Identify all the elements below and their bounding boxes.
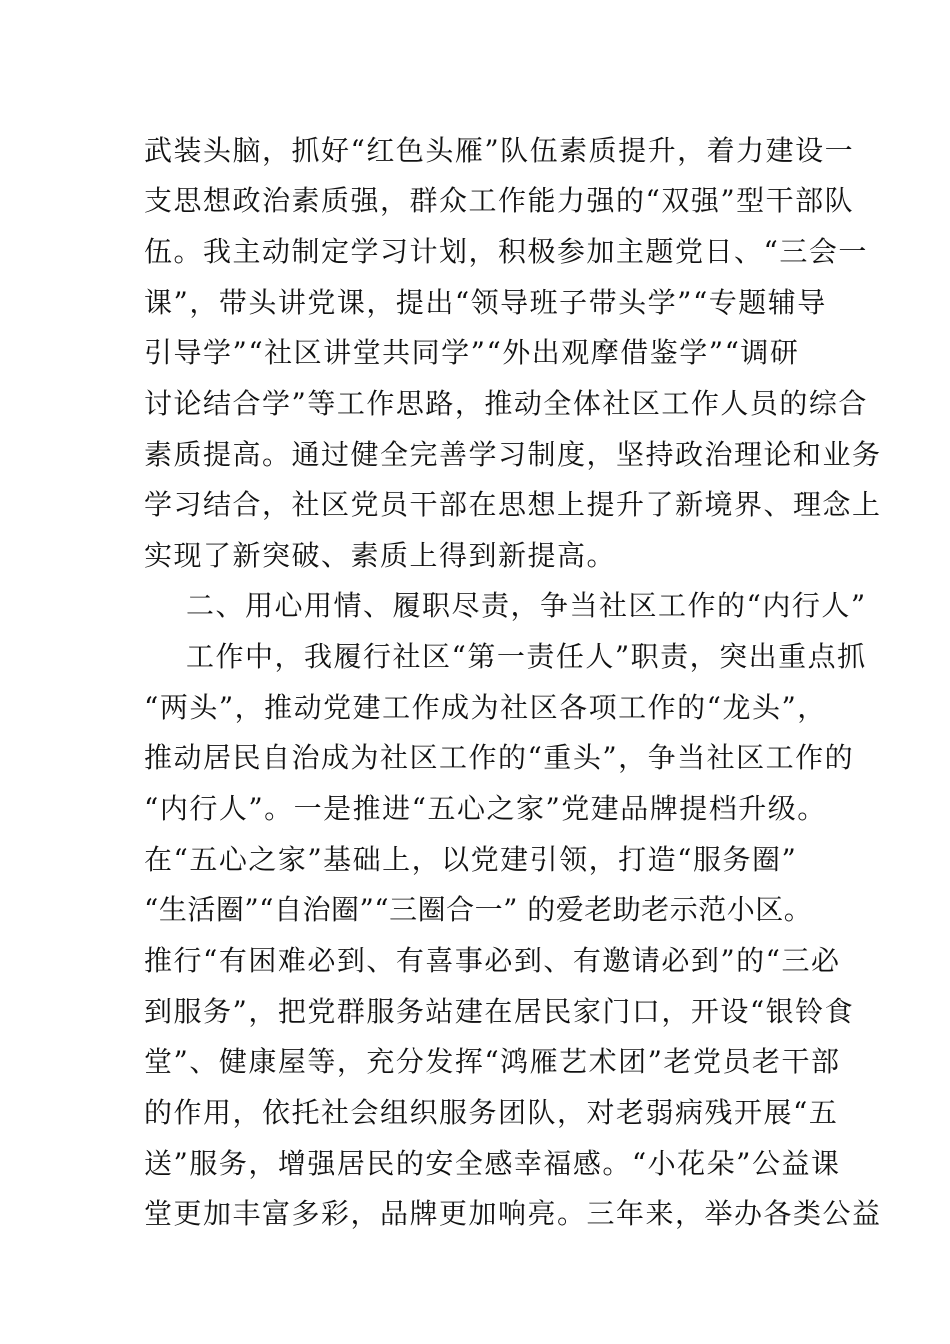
text-line: 推动居民自治成为社区工作的“重头”，争当社区工作的	[144, 741, 855, 774]
text-line: 送”服务，增强居民的安全感幸福感。“小花朵”公益课	[144, 1147, 841, 1180]
text-line: 实现了新突破、素质上得到新提高。	[144, 539, 617, 572]
text-line: “内行人”。一是推进“五心之家”党建品牌提档升级。	[144, 792, 827, 825]
text-line: 推行“有困难必到、有喜事必到、有邀请必到”的“三必	[144, 944, 841, 977]
section-heading: 二、用心用情、履职尽责，争当社区工作的“内行人”	[186, 589, 867, 622]
text-line: “生活圈”“自治圈”“三圈合一” 的爱老助老示范小区。	[144, 893, 813, 926]
text-line: 课”，带头讲党课，提出“领导班子带头学”“专题辅导	[144, 286, 827, 319]
text-line: 堂”、健康屋等，充分发挥“鸿雁艺术团”老党员老干部	[144, 1045, 841, 1078]
text-line: 在“五心之家”基础上，以党建引领，打造“服务圈”	[144, 843, 798, 876]
text-line: 支思想政治素质强，群众工作能力强的“双强”型干部队	[144, 184, 855, 217]
text-line: “两头”，推动党建工作成为社区各项工作的“龙头”，	[144, 691, 827, 724]
text-line: 讨论结合学”等工作思路，推动全体社区工作人员的综合	[144, 387, 868, 420]
text-line: 堂更加丰富多彩，品牌更加响亮。三年来，举办各类公益	[144, 1197, 882, 1230]
text-line: 伍。我主动制定学习计划，积极参加主题党日、“三会一	[144, 235, 868, 268]
text-line: 武装头脑，抓好“红色头雁”队伍素质提升，着力建设一	[144, 134, 855, 167]
text-line: 学习结合，社区党员干部在思想上提升了新境界、理念上	[144, 488, 882, 521]
text-line: 工作中，我履行社区“第一责任人”职责，突出重点抓	[186, 640, 867, 673]
text-line: 引导学”“社区讲堂共同学”“外出观摩借鉴学”“调研	[144, 336, 800, 369]
text-line: 到服务”，把党群服务站建在居民家门口，开设“银铃食	[144, 995, 855, 1028]
text-line: 素质提高。通过健全完善学习制度，坚持政治理论和业务	[144, 438, 882, 471]
text-line: 的作用，依托社会组织服务团队，对老弱病残开展“五	[144, 1096, 839, 1129]
